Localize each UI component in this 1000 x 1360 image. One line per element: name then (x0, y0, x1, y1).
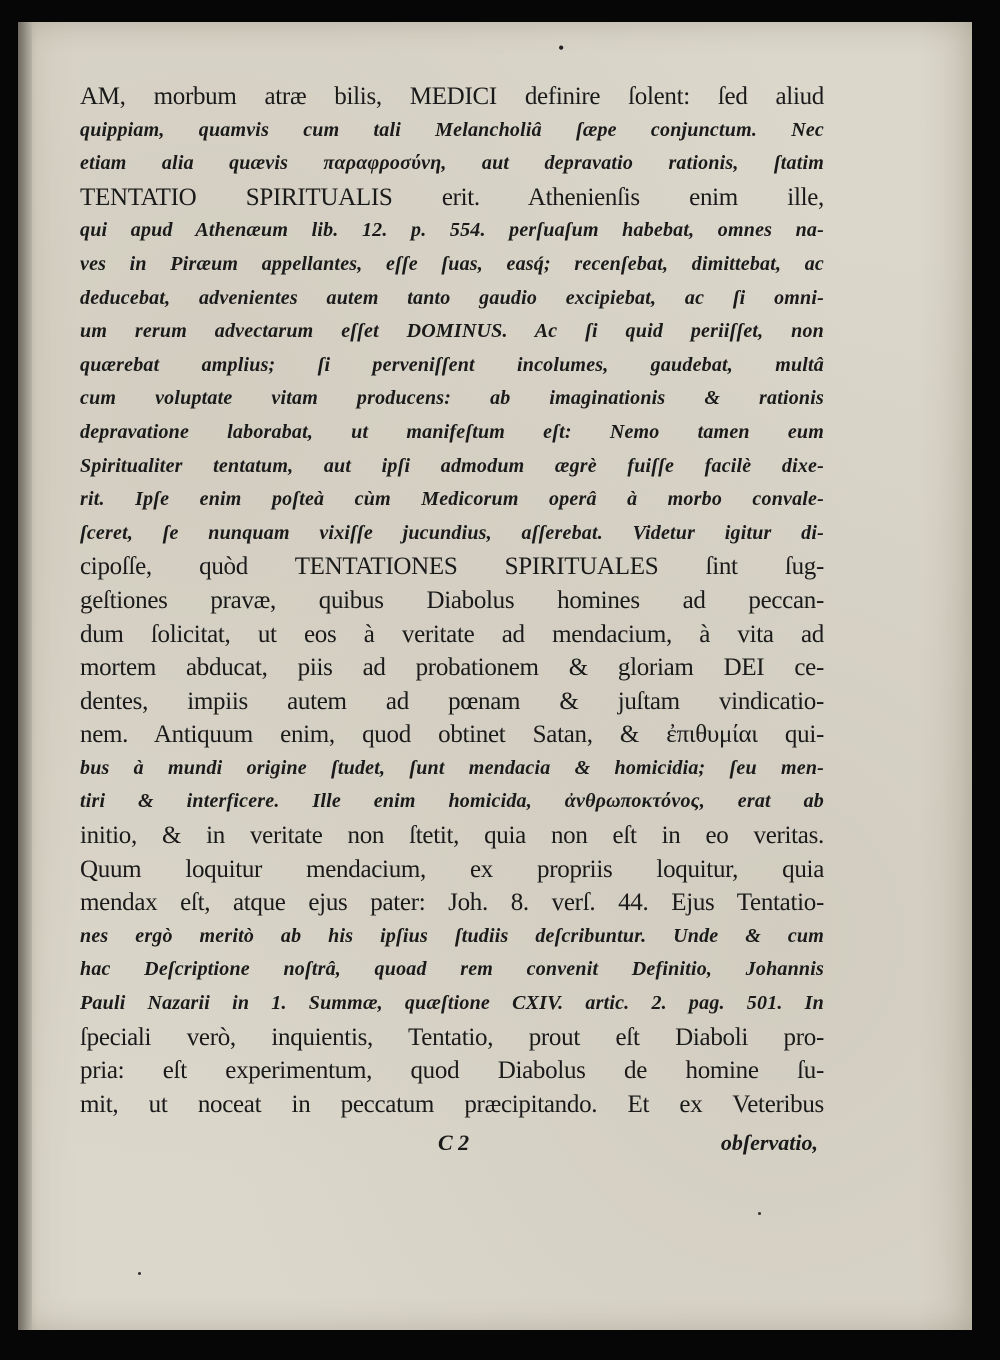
text-line: TENTATIO SPIRITUALIS erit. Athenienſis enim ille, (80, 183, 824, 211)
text-line: dentes, impiis autem ad pœnam & juſtam vindicatio- (80, 687, 824, 715)
text-line: geſtiones pravæ, quibus Diabolus homines ad peccan- (80, 586, 824, 614)
text-line: quærebat amplius; ſi perveniſſent incolumes, gaudebat, multâ (80, 353, 824, 376)
text-line: nem. Antiquum enim, quod obtinet Satan, & ἐπιθυμίαι qui- (80, 721, 824, 749)
text-line: bus à mundi origine ſtudet, ſunt mendacia & homicidia; ſeu men- (80, 756, 824, 779)
text-line: tiri & interficere. Ille enim homicida, ἀνθρωποκτόνος, erat ab (80, 790, 824, 813)
paper-speck (138, 1272, 141, 1275)
text-line: Quum loquitur mendacium, ex propriis loquitur, quia (80, 855, 824, 883)
text-line: Spiritualiter tentatum, aut ipſi admodum ægrè fuiſſe facilè dixe- (80, 454, 824, 477)
text-line: ſceret, ſe nunquam vixiſſe jucundius, aſſerebat. Videtur igitur di- (80, 521, 824, 544)
text-line: pria: eſt experimentum, quod Diabolus de homine ſu- (80, 1057, 824, 1085)
catchword: obſervatio, (720, 1130, 818, 1155)
text-line: initio, & in veritate non ſtetit, quia non eſt in eo veritas. (80, 822, 824, 850)
text-line: mit, ut noceat in peccatum præcipitando. Et ex Veteribus (80, 1090, 824, 1118)
text-line: um rerum advectarum eſſet DOMINUS. Ac ſi quid periiſſet, non (80, 320, 824, 343)
text-line: dum ſolicitat, ut eos à veritate ad mendacium, à vita ad (80, 620, 824, 648)
page-gutter-shadow (18, 22, 32, 1330)
text-line: AM, morbum atræ bilis, MEDICI definire ſolent: ſed aliud (80, 83, 824, 110)
book-page (18, 22, 972, 1330)
text-line: etiam alia quævis παραφροσύνη, aut depravatio rationis, ſtatim (80, 152, 824, 175)
text-line: cipoſſe, quòd TENTATIONES SPIRITUALES ſint ſug- (80, 553, 824, 581)
paper-speck (758, 1212, 761, 1215)
text-line: mendax eſt, atque ejus pater: Joh. 8. verſ. 44. Ejus Tentatio- (80, 889, 824, 917)
text-line: deducebat, advenientes autem tanto gaudio excipiebat, ac ſi omni- (80, 286, 824, 309)
signature-mark: C 2 (438, 1130, 470, 1155)
text-line: hac Deſcriptione noſtrâ, quoad rem convenit Definitio, Johannis (80, 958, 824, 981)
text-line: qui apud Athenæum lib. 12. p. 554. perſuaſum habebat, omnes na- (80, 219, 824, 242)
text-line: depravatione laborabat, ut manifeſtum eſt: Nemo tamen eum (80, 420, 824, 443)
text-line: nes ergò meritò ab his ipſius ſtudiis deſcribuntur. Unde & cum (80, 924, 824, 947)
page-ornament: • (558, 38, 565, 58)
text-line: Pauli Nazarii in 1. Summæ, quæſtione CXIV. artic. 2. pag. 501. In (80, 992, 824, 1015)
text-line: mortem abducat, piis ad probationem & gloriam DEI ce- (80, 654, 824, 682)
text-line: ſpeciali verò, inquientis, Tentatio, prout eſt Diaboli pro- (80, 1023, 824, 1051)
text-line: quippiam, quamvis cum tali Melancholiâ ſæpe conjunctum. Nec (80, 118, 824, 141)
text-line: cum voluptate vitam producens: ab imaginationis & rationis (80, 387, 824, 410)
text-line: rit. Ipſe enim poſteà cùm Medicorum operâ à morbo convale- (80, 488, 824, 511)
body-text (80, 80, 824, 1121)
text-line: ves in Piræum appellantes, eſſe ſuas, easq́; recenſebat, dimittebat, ac (80, 252, 824, 275)
